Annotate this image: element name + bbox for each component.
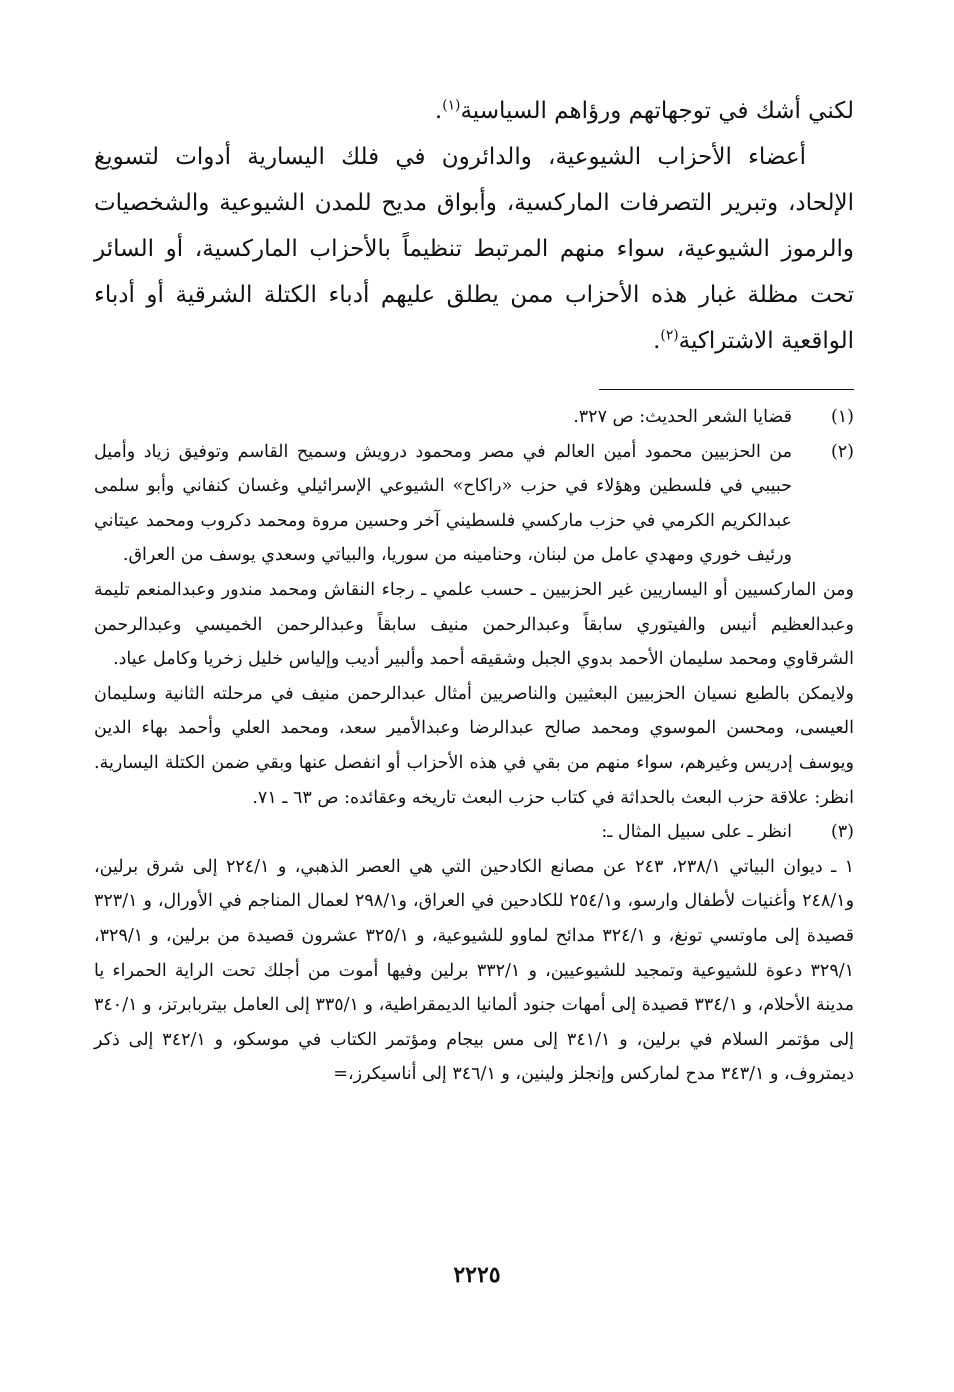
footnote-1-text: قضايا الشعر الحديث: ص ٣٢٧. [573, 407, 792, 427]
footnote-separator [599, 389, 854, 390]
main-line-1 [94, 88, 854, 134]
main-paragraph-2 [94, 134, 854, 364]
footnote-2-paragraph-2: ومن الماركسيين أو اليساريين غير الحزبيين ـ حسب علمي ـ رجاء النقاش ومحمد مندور وعبدالمنعم تليمة وعبدالعظيم أنيس والفيتوري سابقاً وعبدالرحمن منيف سابقاً وعبدالرحمن الخميسي وعبدالرحمن الشرقاوي ومحمد سليمان الأحمد بدوي الجبل وشقيقه أحمد وألبير أديب وإلياس خليل زخريا وكامل عياد. [94, 579, 854, 670]
footnote-1-number: (١) [830, 407, 854, 427]
main-line-1-end: . [434, 98, 443, 124]
footnote-ref-2[interactable]: (٢) [660, 327, 679, 344]
footnote-3-text: انظر ـ على سبيل المثال ـ: [601, 822, 792, 843]
footnotes [94, 400, 854, 1092]
main-text [94, 88, 854, 364]
footnote-3 [94, 815, 854, 850]
footnote-2-paragraph-1: من الحزبيين محمود أمين العالم في مصر ومحمود درويش وسميح القاسم وتوفيق زياد وأميل حبيبي في فلسطين وهؤلاء في حزب «راكاح» الشيوعي الإسرائيلي وغسان كنفاني وأبو سلمى عبدالكريم الكرمي في حزب ماركسي فلسطيني آخر وحسين مروة ومحمد دكروب ومحمد عيتاني ورئيف خوري ومهدي عامل من لبنان، وحنامينه من سوريا، والبياتي وسعدي يوسف من العراق. [94, 441, 792, 566]
footnote-ref-1[interactable]: (١) [442, 97, 461, 114]
footnote-1 [94, 400, 854, 435]
main-paragraph-2-text: أعضاء الأحزاب الشيوعية، والدائرون في فلك اليسارية أدوات لتسويغ الإلحاد، وتبرير التصرفات الماركسية، وأبواق مديح للمدن الشيوعية والشخصيات والرموز الشيوعية، سواء منهم المرتبط تنظيماً بالأحزاب الماركسية، أو السائر تحت مظلة غبار هذه الأحزاب ممن يطلق عليهم أدباء الكتلة الشرقية أو أدباء الواقعية الاشتراكية [94, 144, 854, 354]
main-paragraph-2-end: . [653, 328, 661, 354]
footnote-2-number: (٢) [830, 441, 854, 462]
footnote-3-paragraph-1: ١ ـ ديوان البياتي ٢٣٨/١، ٢٤٣ عن مصانع الكادحين التي هي العصر الذهبي، و ٢٢٤/١ إلى شرق برلين، و٢٤٨/١ وأغنيات لأطفال وارسو، و٢٥٤/١ للكادحين في العراق، و٢٩٨/١ لعمال المناجم في الأورال، و ٣٢٣/١ قصيدة إلى ماوتسي تونغ، و ٣٢٤/١ مدائح لماوو للشيوعية، و ٣٢٥/١ عشرون قصيدة من برلين، و ٣٢٩/١، ٣٢٩/١ دعوة للشيوعية وتمجيد للشيوعيين، و ٣٣٢/١ برلين وفيها أموت من أجلك تحت الراية الحمراء يا مدينة الأحلام، و ٣٣٤/١ قصيدة إلى أمهات جنود ألمانيا الديمقراطية، و ٣٣٥/١ إلى العامل بيتربابرتز، و ٣٤٠/١ إلى مؤتمر السلام في برلين، و ٣٤١/١ إلى مس بيجام ومؤتمر الكتاب في موسكو، و ٣٤٢/١ إلى ذكر ديمتروف، و ٣٤٣/١ مدح لماركس وإنجلز ولينين، و ٣٤٦/١ إلى أناسيكرز،= [94, 856, 855, 1085]
main-line-1-text: لكني أشك في توجهاتهم ورؤاهم السياسية [460, 98, 854, 124]
footnote-2 [94, 435, 854, 573]
footnote-2-paragraph-3: ولايمكن بالطبع نسيان الحزبيين البعثيين والناصريين أمثال عبدالرحمن منيف في مرحلته الثانية وسليمان العيسى، ومحسن الموسوي ومحمد صالح عبدالرضا وعبدالأمير سعد، ومحمد العلي وأحمد بهاء الدين ويوسف إدريس وغيرهم، سواء منهم من بقي في هذه الأحزاب أو انفصل عنها وبقي ضمن الكتلة اليسارية. انظر: علاقة حزب البعث بالحداثة في كتاب حزب البعث تاريخه وعقائده: ص ٦٣ ـ ٧١. [94, 683, 854, 808]
page-number: ٢٢٢٥ [453, 1262, 501, 1288]
footnote-3-number: (٣) [830, 822, 854, 843]
